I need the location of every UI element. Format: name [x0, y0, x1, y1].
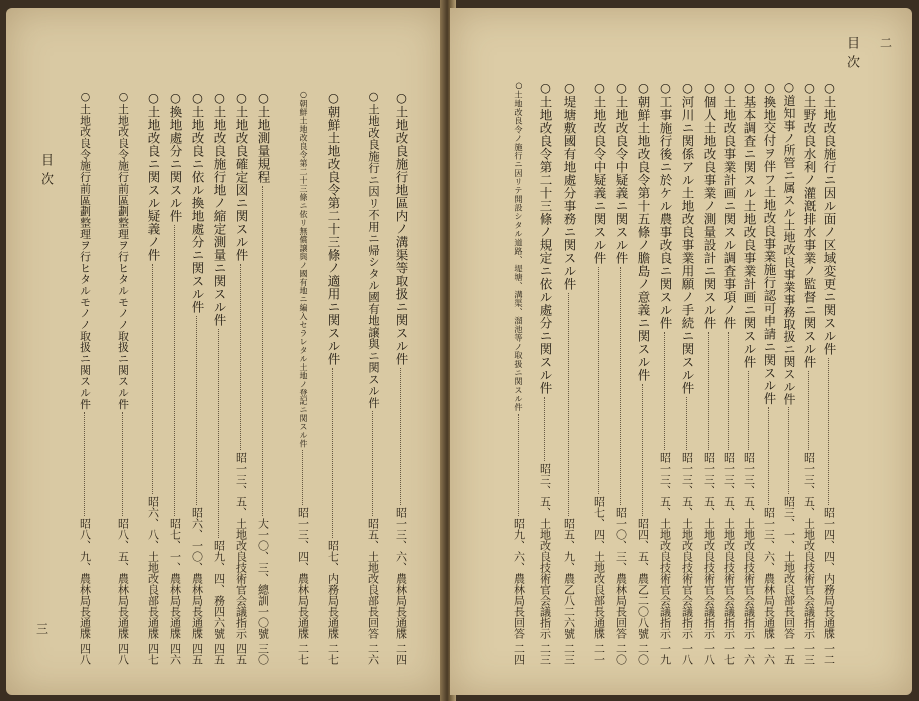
toc-entry-title: ○ 土地改良ニ関スル疑義ノ件 [146, 90, 160, 262]
toc-source: 昭九、六、農林局長回答 [512, 518, 526, 639]
toc-entry-title: ○ 土地改良施行地區内ノ溝渠等取扱ニ関スル件 [394, 90, 408, 366]
toc-page-number: 二一 [592, 643, 606, 665]
toc-entry-title: ○ 土地改良施行ニ因リ不用ニ帰シタル國有地譲與ニ関スル件 [367, 90, 379, 409]
toc-entry [822, 80, 836, 665]
toc-entry-title: ○ 土地改良令第二十三條ノ規定ニ依ル處分ニ関スル件 [538, 80, 552, 395]
toc-source: 昭三、五、土地改良技術官会議指示 [538, 463, 552, 639]
toc-entry [146, 90, 160, 665]
toc-page-number: 四六 [168, 643, 182, 665]
toc-entry-title: ○ 換地交付ヲ伴フ土地改良事業施行認可申請ニ関スル件 [763, 80, 775, 405]
leader-dots [302, 450, 304, 505]
toc-entry-title: ○ 土地改良施行地ノ縮定測量ニ関スル件 [212, 90, 226, 327]
toc-page-number: 四八 [78, 643, 92, 665]
toc-entry-title: ○ 朝鮮土地改良令第二十三條ノ適用ニ関スル件 [326, 90, 340, 366]
toc-entry [658, 80, 672, 665]
leader-dots [372, 411, 374, 516]
toc-page-number: 一九 [658, 643, 672, 665]
leader-dots [828, 358, 830, 506]
leader-dots [332, 368, 334, 539]
toc-source: 昭一三、五、土地改良技術官会議指示 [680, 452, 694, 639]
leader-dots [686, 397, 688, 451]
toc-page-number: 一三 [802, 643, 816, 665]
toc-entry-title: ○ 土地改良事業計画ニ関スル調査事項ノ件 [722, 80, 736, 330]
leader-dots [788, 407, 790, 494]
toc-entry [802, 80, 816, 665]
toc-page-number: 二七 [296, 643, 310, 665]
toc-page-number: 一八 [680, 643, 694, 665]
toc-entry [614, 80, 628, 665]
toc-page-number: 四五 [212, 643, 226, 665]
toc-entry [256, 90, 270, 665]
leader-dots [174, 225, 176, 517]
toc-entry [394, 90, 408, 665]
toc-page-number: 二四 [394, 643, 408, 665]
right-page [450, 8, 912, 695]
toc-page-number: 一八 [702, 643, 716, 665]
toc-source: 昭一三、五、土地改良技術官会議指示 [658, 452, 672, 639]
leader-dots [768, 407, 770, 505]
toc-source: 昭七、一、農林局長通牒 [168, 518, 182, 639]
toc-entry [168, 90, 182, 665]
toc-page-number: 一二 [822, 643, 836, 665]
toc-entry [366, 90, 380, 665]
leader-dots [598, 267, 600, 495]
right-page-number: 二 [880, 36, 893, 50]
toc-source: 昭一四、四、内務局長通牒 [822, 507, 836, 639]
toc-entry-title: ○ 堤塘敷國有地處分事務ニ関スル件 [562, 80, 576, 291]
toc-entry-title: ○ 朝鮮土地改良令第二十三條ニ依リ無償譲與ノ國有地ニ編入セラレタル土地ノ登記ニ関スル件 [297, 90, 309, 448]
leader-dots [122, 412, 124, 516]
toc-entry-title: ○ 個人土地改良事業ノ測量設計ニ関スル件 [702, 80, 716, 330]
toc-source: 昭八、五、農林局長通牒 [116, 518, 130, 639]
toc-entry [680, 80, 694, 665]
leader-dots [152, 264, 154, 495]
toc-source: 昭一三、四、農林局長通牒 [296, 507, 310, 639]
toc-entry-title: ○ 土地改良令中疑義ニ関スル件 [614, 80, 628, 265]
toc-source: 昭一三、五、土地改良技術官会議指示 [802, 452, 816, 639]
toc-source: 昭一三、五、土地改良技術官会議指示 [234, 452, 248, 639]
toc-entry-title: ○ 土地改良令ノ施行ニ因リテ開設シタル道路、堤塘、溝渠、溜池等ノ取扱ニ関スル件 [513, 80, 525, 412]
toc-source: 昭三、一、土地改良部長回答 [782, 496, 796, 639]
left-page [6, 8, 444, 695]
toc-page-number: 四七 [146, 643, 160, 665]
toc-source: 昭七、四、土地改良部長通牒 [592, 496, 606, 639]
toc-source: 昭六、一〇、農林局長通牒 [190, 507, 204, 639]
toc-source: 昭一三、五、土地改良技術官会議指示 [742, 452, 756, 639]
toc-page-number: 一七 [722, 643, 736, 665]
leader-dots [196, 316, 198, 506]
leader-dots [728, 332, 730, 451]
toc-page-number: 一六 [762, 643, 776, 665]
toc-entry [296, 90, 310, 665]
toc-source: 昭一三、五、土地改良技術官会議指示 [722, 452, 736, 639]
toc-entry-title: ○ 朝鮮土地改良令第十五條ノ膽島ノ意義ニ関スル件 [636, 80, 650, 382]
leader-dots [240, 264, 242, 451]
toc-source: 昭一三、六、農林局長通牒 [394, 507, 408, 639]
toc-source: 昭五、九、農乙八二六號 [562, 518, 576, 639]
leader-dots [748, 371, 750, 451]
toc-entry [782, 80, 796, 665]
leader-dots [568, 293, 570, 517]
toc-source: 昭八、九、農林局長通牒 [78, 518, 92, 639]
toc-entry [212, 90, 226, 665]
leader-dots [708, 332, 710, 451]
toc-entry-title: ○ 河川ニ関係アル土地改良事業用願ノ手続ニ関スル件 [680, 80, 694, 395]
leader-dots [84, 412, 86, 516]
toc-entry [562, 80, 576, 665]
toc-entry [190, 90, 204, 665]
toc-entry-title: ○ 土地改良令施行前區劃整理ヲ行ヒタルモノノ取扱ニ関スル件 [79, 90, 91, 410]
toc-entry-title: ○ 道知事ノ所管ニ属スル土地改良事業事務取扱ニ関スル件 [783, 80, 795, 405]
toc-entry [636, 80, 650, 665]
leader-dots [808, 371, 810, 451]
toc-entry [234, 90, 248, 665]
right-page-header: 目次 [844, 36, 859, 74]
toc-page-number: 二四 [512, 643, 526, 665]
left-page-number: 三 [36, 622, 49, 636]
toc-entry [762, 80, 776, 665]
toc-source: 昭一三、六、農林局長通牒 [762, 507, 776, 639]
toc-source: 大一〇、三、總訓一〇號 [256, 518, 270, 639]
leader-dots [400, 368, 402, 506]
toc-entry-title: ○ 土地改良令中疑義ニ関スル件 [592, 80, 606, 265]
toc-entry [702, 80, 716, 665]
toc-entry-title: ○ 土地測量規程 [256, 90, 270, 184]
toc-entry-title: ○ 土地改良令施行前區劃整理ヲ行ヒタルモノノ取扱ニ関スル件 [117, 90, 129, 410]
toc-source: 昭一〇、三、農林局長回答 [614, 507, 628, 639]
toc-source: 昭五、土地改良部長回答 [366, 518, 380, 639]
toc-entry [116, 90, 130, 665]
leader-dots [518, 414, 520, 516]
toc-entry-title: ○ 工事施行後ニ於ケル農事改良ニ関スル件 [658, 80, 672, 330]
toc-entry-title: ○ 土野改良水利ノ灌漑排水事業ノ監督ニ関スル件 [802, 80, 816, 369]
toc-source: 昭六、八、土地改良部長通牒 [146, 496, 160, 639]
toc-entry-title: ○ 換地處分ニ関スル件 [168, 90, 182, 223]
leader-dots [664, 332, 666, 451]
leader-dots [262, 186, 264, 517]
toc-entry-title: ○ 土地改良確定図ニ関スル件 [234, 90, 248, 262]
toc-entry [742, 80, 756, 665]
leader-dots [218, 329, 220, 539]
toc-entry-title: ○ 土地改良施行ニ因ル面ノ区域変更ニ関スル件 [822, 80, 836, 356]
toc-source: 昭七、内務局長通牒 [326, 540, 340, 639]
toc-page-number: 四五 [234, 643, 248, 665]
leader-dots [544, 397, 546, 462]
toc-source: 昭一三、五、土地改良技術官会議指示 [702, 452, 716, 639]
toc-page-number: 一六 [742, 643, 756, 665]
toc-entry [78, 90, 92, 665]
toc-source: 昭九、四、務四六號 [212, 540, 226, 639]
toc-page-number: 二七 [326, 643, 340, 665]
toc-page-number: 二〇 [636, 643, 650, 665]
toc-page-number: 二三 [562, 643, 576, 665]
toc-entry [512, 80, 526, 665]
toc-entry [326, 90, 340, 665]
toc-entry-title: ○ 基本調査ニ関スル土地改良事業計画ニ関スル件 [742, 80, 756, 369]
toc-entry [538, 80, 552, 665]
toc-entry-title: ○ 土地改良ニ依ル換地處分ニ関スル件 [190, 90, 204, 314]
left-page-header: 目次 [38, 153, 53, 191]
toc-page-number: 二〇 [614, 643, 628, 665]
toc-entry [722, 80, 736, 665]
toc-page-number: 四五 [190, 643, 204, 665]
toc-page-number: 四八 [116, 643, 130, 665]
leader-dots [620, 267, 622, 506]
toc-entry [592, 80, 606, 665]
toc-source: 昭四、五、農乙二〇八號 [636, 518, 650, 639]
toc-page-number: 二六 [366, 643, 380, 665]
toc-page-number: 三〇 [256, 643, 270, 665]
leader-dots [642, 384, 644, 517]
toc-page-number: 二三 [538, 643, 552, 665]
toc-page-number: 一五 [782, 643, 796, 665]
